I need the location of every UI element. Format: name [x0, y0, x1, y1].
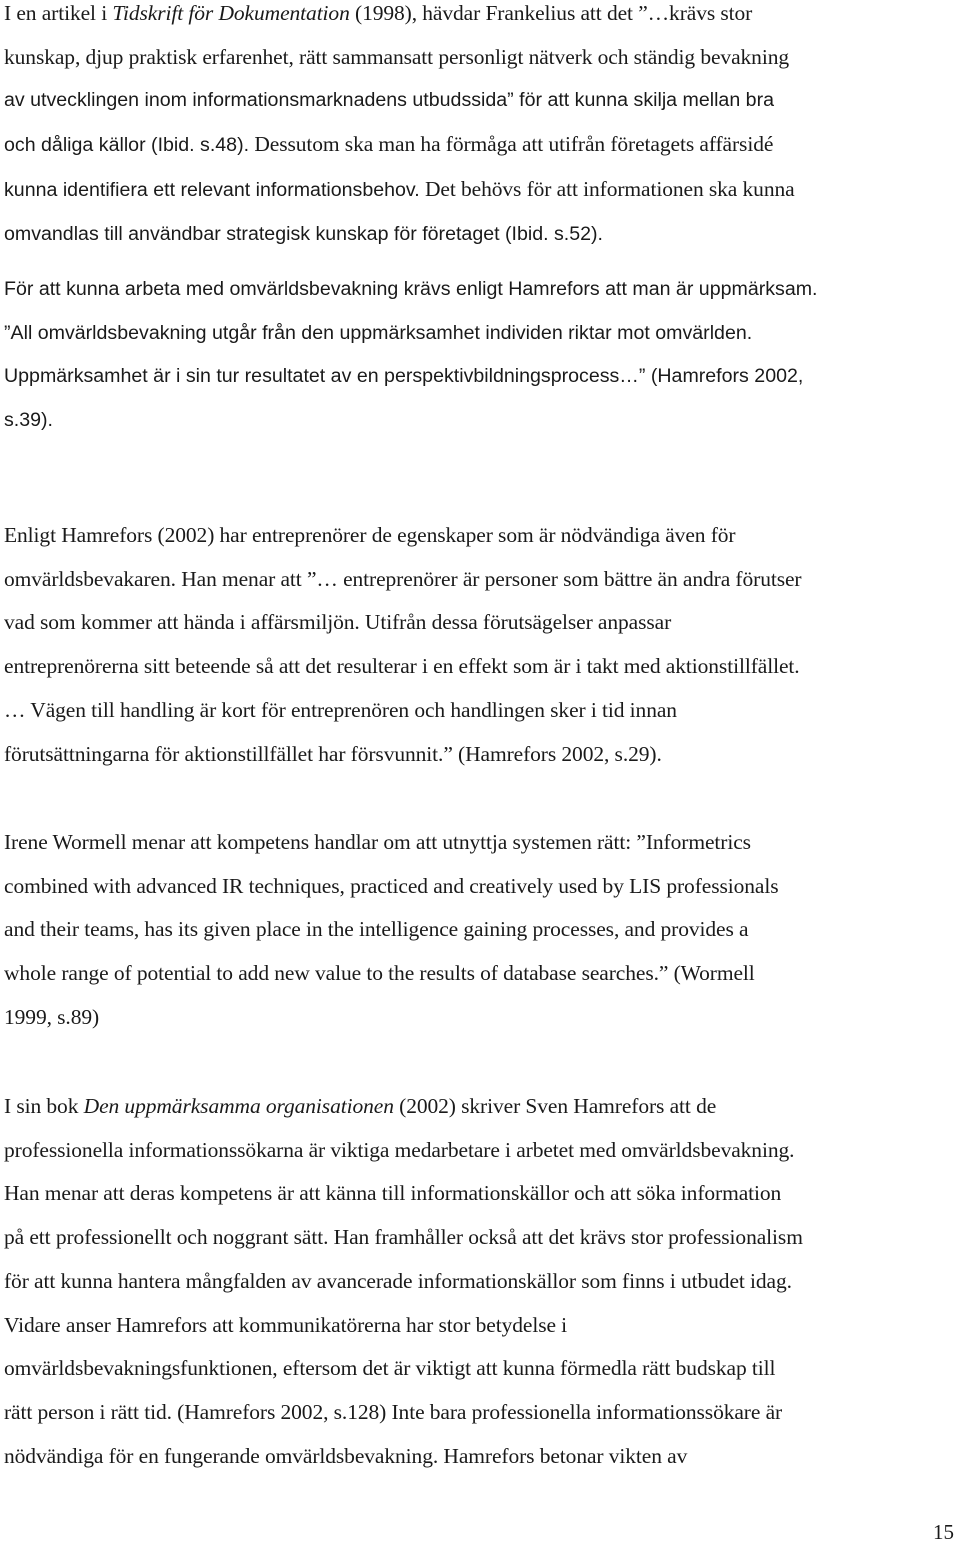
- text-line: kunna identifiera ett relevant informationsbehov. Det behövs för att informationen ska kunna: [4, 176, 795, 201]
- text-line: och dåliga källor (Ibid. s.48). Dessutom ska man ha förmåga att utifrån företagets affärsidé: [4, 132, 774, 157]
- text-line: Irene Wormell menar att kompetens handlar om att utnyttja systemen rätt: ”Informetrics: [4, 830, 751, 854]
- text-line: kunskap, djup praktisk erfarenhet, rätt sammansatt personligt nätverk och ständig bevakning: [4, 44, 789, 69]
- text-line: 1999, s.89): [4, 1004, 100, 1029]
- text-line: för att kunna hantera mångfalden av avancerade informationskällor som finns i utbudet idag.: [4, 1268, 792, 1293]
- text-line: I sin bok Den uppmärksamma organisationen (2002) skriver Sven Hamrefors att de: [4, 1094, 717, 1118]
- text-line: Uppmärksamhet är i sin tur resultatet av en perspektivbildningsprocess…” (Hamrefors 2002,: [4, 365, 804, 388]
- text-line: rätt person i rätt tid. (Hamrefors 2002, s.128) Inte bara professionella informationssökare är: [4, 1399, 783, 1424]
- text-line: omvärldsbevakaren. Han menar att ”… entreprenörer är personer som bättre än andra förutser: [4, 566, 802, 591]
- page-number: 15: [933, 1520, 954, 1544]
- paragraph-3: [4, 514, 956, 776]
- text-line: omvandlas till användbar strategisk kunskap för företaget (Ibid. s.52).: [4, 222, 604, 245]
- text-line: ”All omvärldsbevakning utgår från den uppmärksamhet individen riktar mot omvärlden.: [4, 321, 753, 344]
- text-line: Enligt Hamrefors (2002) har entreprenörer de egenskaper som är nödvändiga även för: [4, 523, 736, 547]
- text-line: s.39).: [4, 409, 54, 432]
- text-line: nödvändiga för en fungerande omvärldsbevakning. Hamrefors betonar vikten av: [4, 1443, 688, 1468]
- text-line: Vidare anser Hamrefors att kommunikatörerna har stor betydelse i: [4, 1312, 568, 1337]
- text-line: För att kunna arbeta med omvärldsbevakning krävs enligt Hamrefors att man är uppmärksam.: [4, 278, 818, 300]
- text-line: omvärldsbevakningsfunktionen, eftersom det är viktigt att kunna förmedla rätt budskap till: [4, 1356, 776, 1381]
- text-line: whole range of potential to add new value to the results of database searches.” (Wormell: [4, 961, 755, 986]
- book-title: Den uppmärksamma organisationen: [83, 1094, 394, 1118]
- paragraph-2: [4, 268, 956, 443]
- text-line: förutsättningarna för aktionstillfället har försvunnit.” (Hamrefors 2002, s.29).: [4, 741, 662, 766]
- text-line: professionella informationssökarna är viktiga medarbetare i arbetet med omvärldsbevakning.: [4, 1137, 795, 1162]
- text-line: I en artikel i Tidskrift för Dokumentation (1998), hävdar Frankelius att det ”…krävs stor: [4, 1, 753, 25]
- text-line: av utvecklingen inom informationsmarknadens utbudssida” för att kunna skilja mellan bra: [4, 89, 774, 112]
- paragraph-1: [4, 0, 956, 256]
- text-line: på ett professionellt och noggrant sätt. Han framhåller också att det krävs stor professionalism: [4, 1225, 803, 1250]
- text-line: vad som kommer att hända i affärsmiljön. Utifrån dessa förutsägelser anpassar: [4, 610, 672, 635]
- text-line: entreprenörerna sitt beteende så att det resulterar i en effekt som är i takt med aktionstillfället.: [4, 654, 800, 679]
- paragraph-4: [4, 821, 956, 1040]
- text-line: Han menar att deras kompetens är att känna till informationskällor och att söka information: [4, 1181, 782, 1206]
- text-line: and their teams, has its given place in the intelligence gaining processes, and provides a: [4, 917, 749, 942]
- journal-title: Tidskrift för Dokumentation: [112, 1, 350, 25]
- text-line: combined with advanced IR techniques, practiced and creatively used by LIS professionals: [4, 873, 779, 898]
- text-line: … Vägen till handling är kort för entreprenören och handlingen sker i tid innan: [4, 697, 677, 722]
- paragraph-5: [4, 1085, 956, 1478]
